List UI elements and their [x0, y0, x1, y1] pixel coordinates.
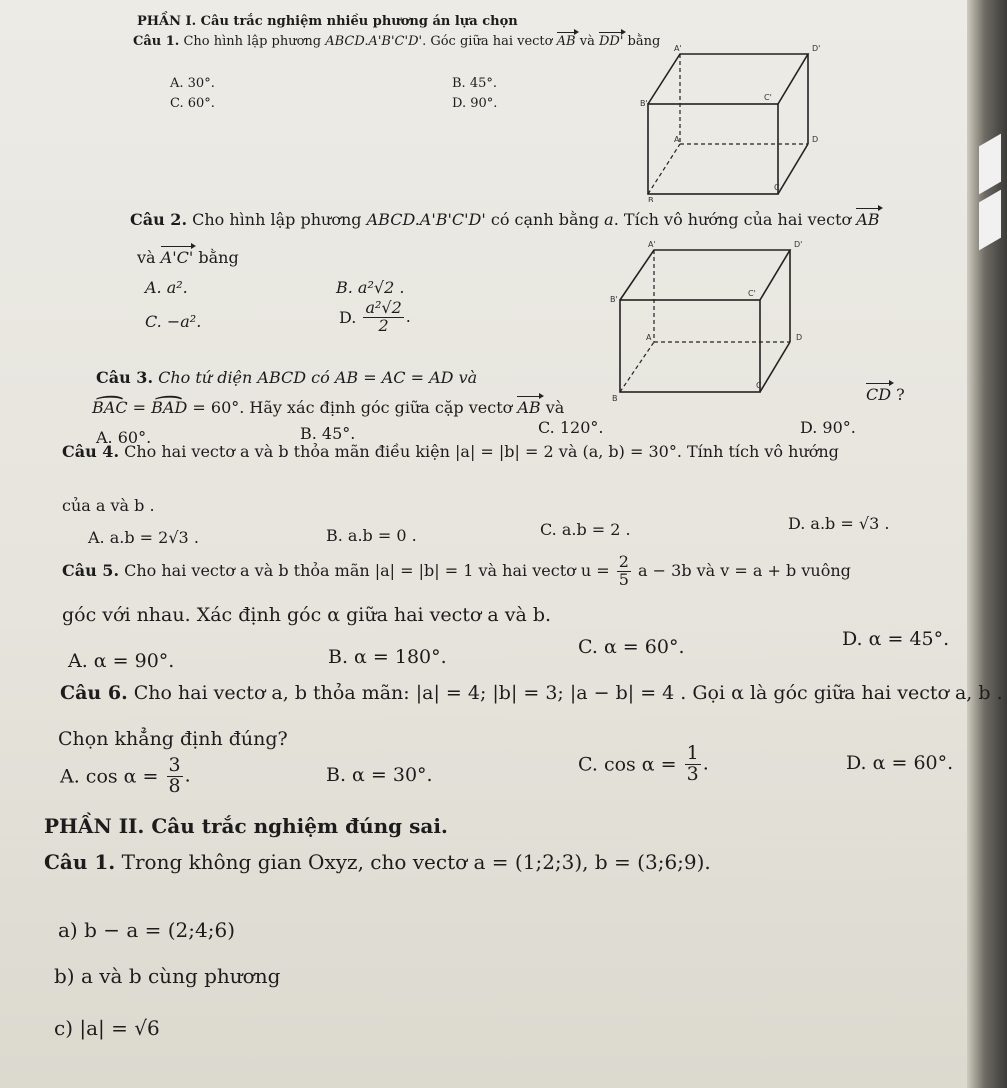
- q6-stem-line2: Chọn khẳng định đúng?: [58, 728, 288, 750]
- svg-text:C: C: [756, 381, 762, 390]
- q4-option-a: A. a.b = 2√3 .: [88, 528, 199, 547]
- svg-text:B: B: [612, 394, 618, 402]
- svg-text:A: A: [674, 135, 680, 144]
- q3-stem-line2: BAC ⌢ = BAD ⌢ = 60°. Hãy xác định góc giữa cặp vectơ AB và: [92, 398, 564, 417]
- q4-stem: Câu 4. Cho hai vectơ a và b thỏa mãn điều kiện |a| = |b| = 2 và (a, b) = 30°. Tính tích vô hướng: [62, 442, 839, 461]
- p2q1-statement-c: c) |a| = √6: [54, 1016, 160, 1040]
- q3-stem: Câu 3. Cho tứ diện ABCD có AB = AC = AD và: [96, 368, 478, 387]
- q1-option-d: D. 90°.: [452, 96, 498, 111]
- svg-text:C': C': [748, 289, 756, 298]
- q3-option-d: D. 90°.: [800, 418, 856, 437]
- q2-stem: Câu 2. Cho hình lập phương ABCD.A'B'C'D' có cạnh bằng a. Tích vô hướng của hai vectơ AB: [130, 210, 880, 229]
- q2-option-d: D. $\frac{\text{a²√2}}{2}$ .: [339, 298, 411, 335]
- q2-option-a: A. a².: [145, 278, 188, 297]
- q4-option-b: B. a.b = 0 .: [326, 526, 417, 545]
- q2-option-c: C. −a².: [145, 312, 202, 331]
- q6-option-b: B. α = 30°.: [326, 764, 433, 786]
- q6-stem: Câu 6. Cho hai vectơ a, b thỏa mãn: |a| = 4; |b| = 3; |a − b| = 4 . Gọi α là góc giữa hai vectơ a, b .: [60, 682, 1003, 704]
- q1-option-b: B. 45°.: [452, 76, 497, 91]
- q3-option-a: A. 60°.: [96, 428, 152, 447]
- q5-stem-line2: góc với nhau. Xác định góc α giữa hai vectơ a và b.: [62, 604, 552, 626]
- part2-title: PHẦN II. Câu trắc nghiệm đúng sai.: [44, 814, 448, 838]
- q5-option-b: B. α = 180°.: [328, 646, 447, 668]
- svg-text:B': B': [640, 99, 648, 108]
- svg-text:C: C: [774, 183, 780, 192]
- p2q1-statement-a: a) b − a = (2;4;6): [58, 918, 236, 942]
- svg-text:A': A': [674, 44, 682, 53]
- q1-stem: Câu 1. Cho hình lập phương ABCD.A'B'C'D'. Góc giữa hai vectơ AB và DD' bằng: [133, 34, 661, 49]
- svg-text:B: B: [648, 196, 654, 202]
- q4-option-d: D. a.b = √3 .: [788, 514, 890, 533]
- q5-option-d: D. α = 45°.: [842, 628, 950, 650]
- svg-text:D: D: [812, 135, 819, 144]
- q5-option-a: A. α = 90°.: [68, 650, 175, 672]
- q5-stem: Câu 5. Cho hai vectơ a và b thỏa mãn |a| = |b| = 1 và hai vectơ u = $\frac{2}{5}$ a − 3b và v = a + b vuông: [62, 552, 851, 589]
- q4-option-c: C. a.b = 2 .: [540, 520, 631, 539]
- q1-cube-figure: [640, 42, 830, 206]
- svg-text:A: A: [646, 333, 652, 342]
- edge-tab: [979, 134, 1001, 195]
- q2-stem-line2: và A'C' bằng: [137, 248, 239, 267]
- q3-option-c: C. 120°.: [538, 418, 604, 437]
- q6-option-c: C. cos α = $\frac{1}{3}$ .: [578, 742, 709, 785]
- svg-text:D': D': [794, 240, 803, 249]
- svg-text:D: D: [796, 333, 803, 342]
- p2q1-statement-b: b) a và b cùng phương: [54, 964, 281, 988]
- svg-text:D': D': [812, 44, 821, 53]
- svg-text:C': C': [764, 93, 772, 102]
- q6-option-a: A. cos α = $\frac{3}{8}$ .: [60, 754, 191, 797]
- page-edge: [967, 0, 1007, 1088]
- q3-vector-cd: CD ?: [866, 385, 905, 404]
- part1-title: PHẦN I. Câu trắc nghiệm nhiều phương án lựa chọn: [137, 14, 518, 29]
- q2-option-b: B. a²√2 .: [336, 278, 405, 297]
- q6-option-d: D. α = 60°.: [846, 752, 954, 774]
- svg-text:A': A': [648, 240, 656, 249]
- q2-cube-figure: [608, 238, 818, 406]
- q1-option-c: C. 60°.: [170, 96, 215, 111]
- q5-option-c: C. α = 60°.: [578, 636, 685, 658]
- p2q1-stem: Câu 1. Trong không gian Oxyz, cho vectơ a = (1;2;3), b = (3;6;9).: [44, 850, 711, 874]
- q4-stem-line2: của a và b .: [62, 496, 155, 515]
- edge-tab: [979, 190, 1001, 251]
- q1-option-a: A. 30°.: [170, 76, 215, 91]
- svg-text:B': B': [610, 295, 618, 304]
- q3-option-b: B. 45°.: [300, 424, 356, 443]
